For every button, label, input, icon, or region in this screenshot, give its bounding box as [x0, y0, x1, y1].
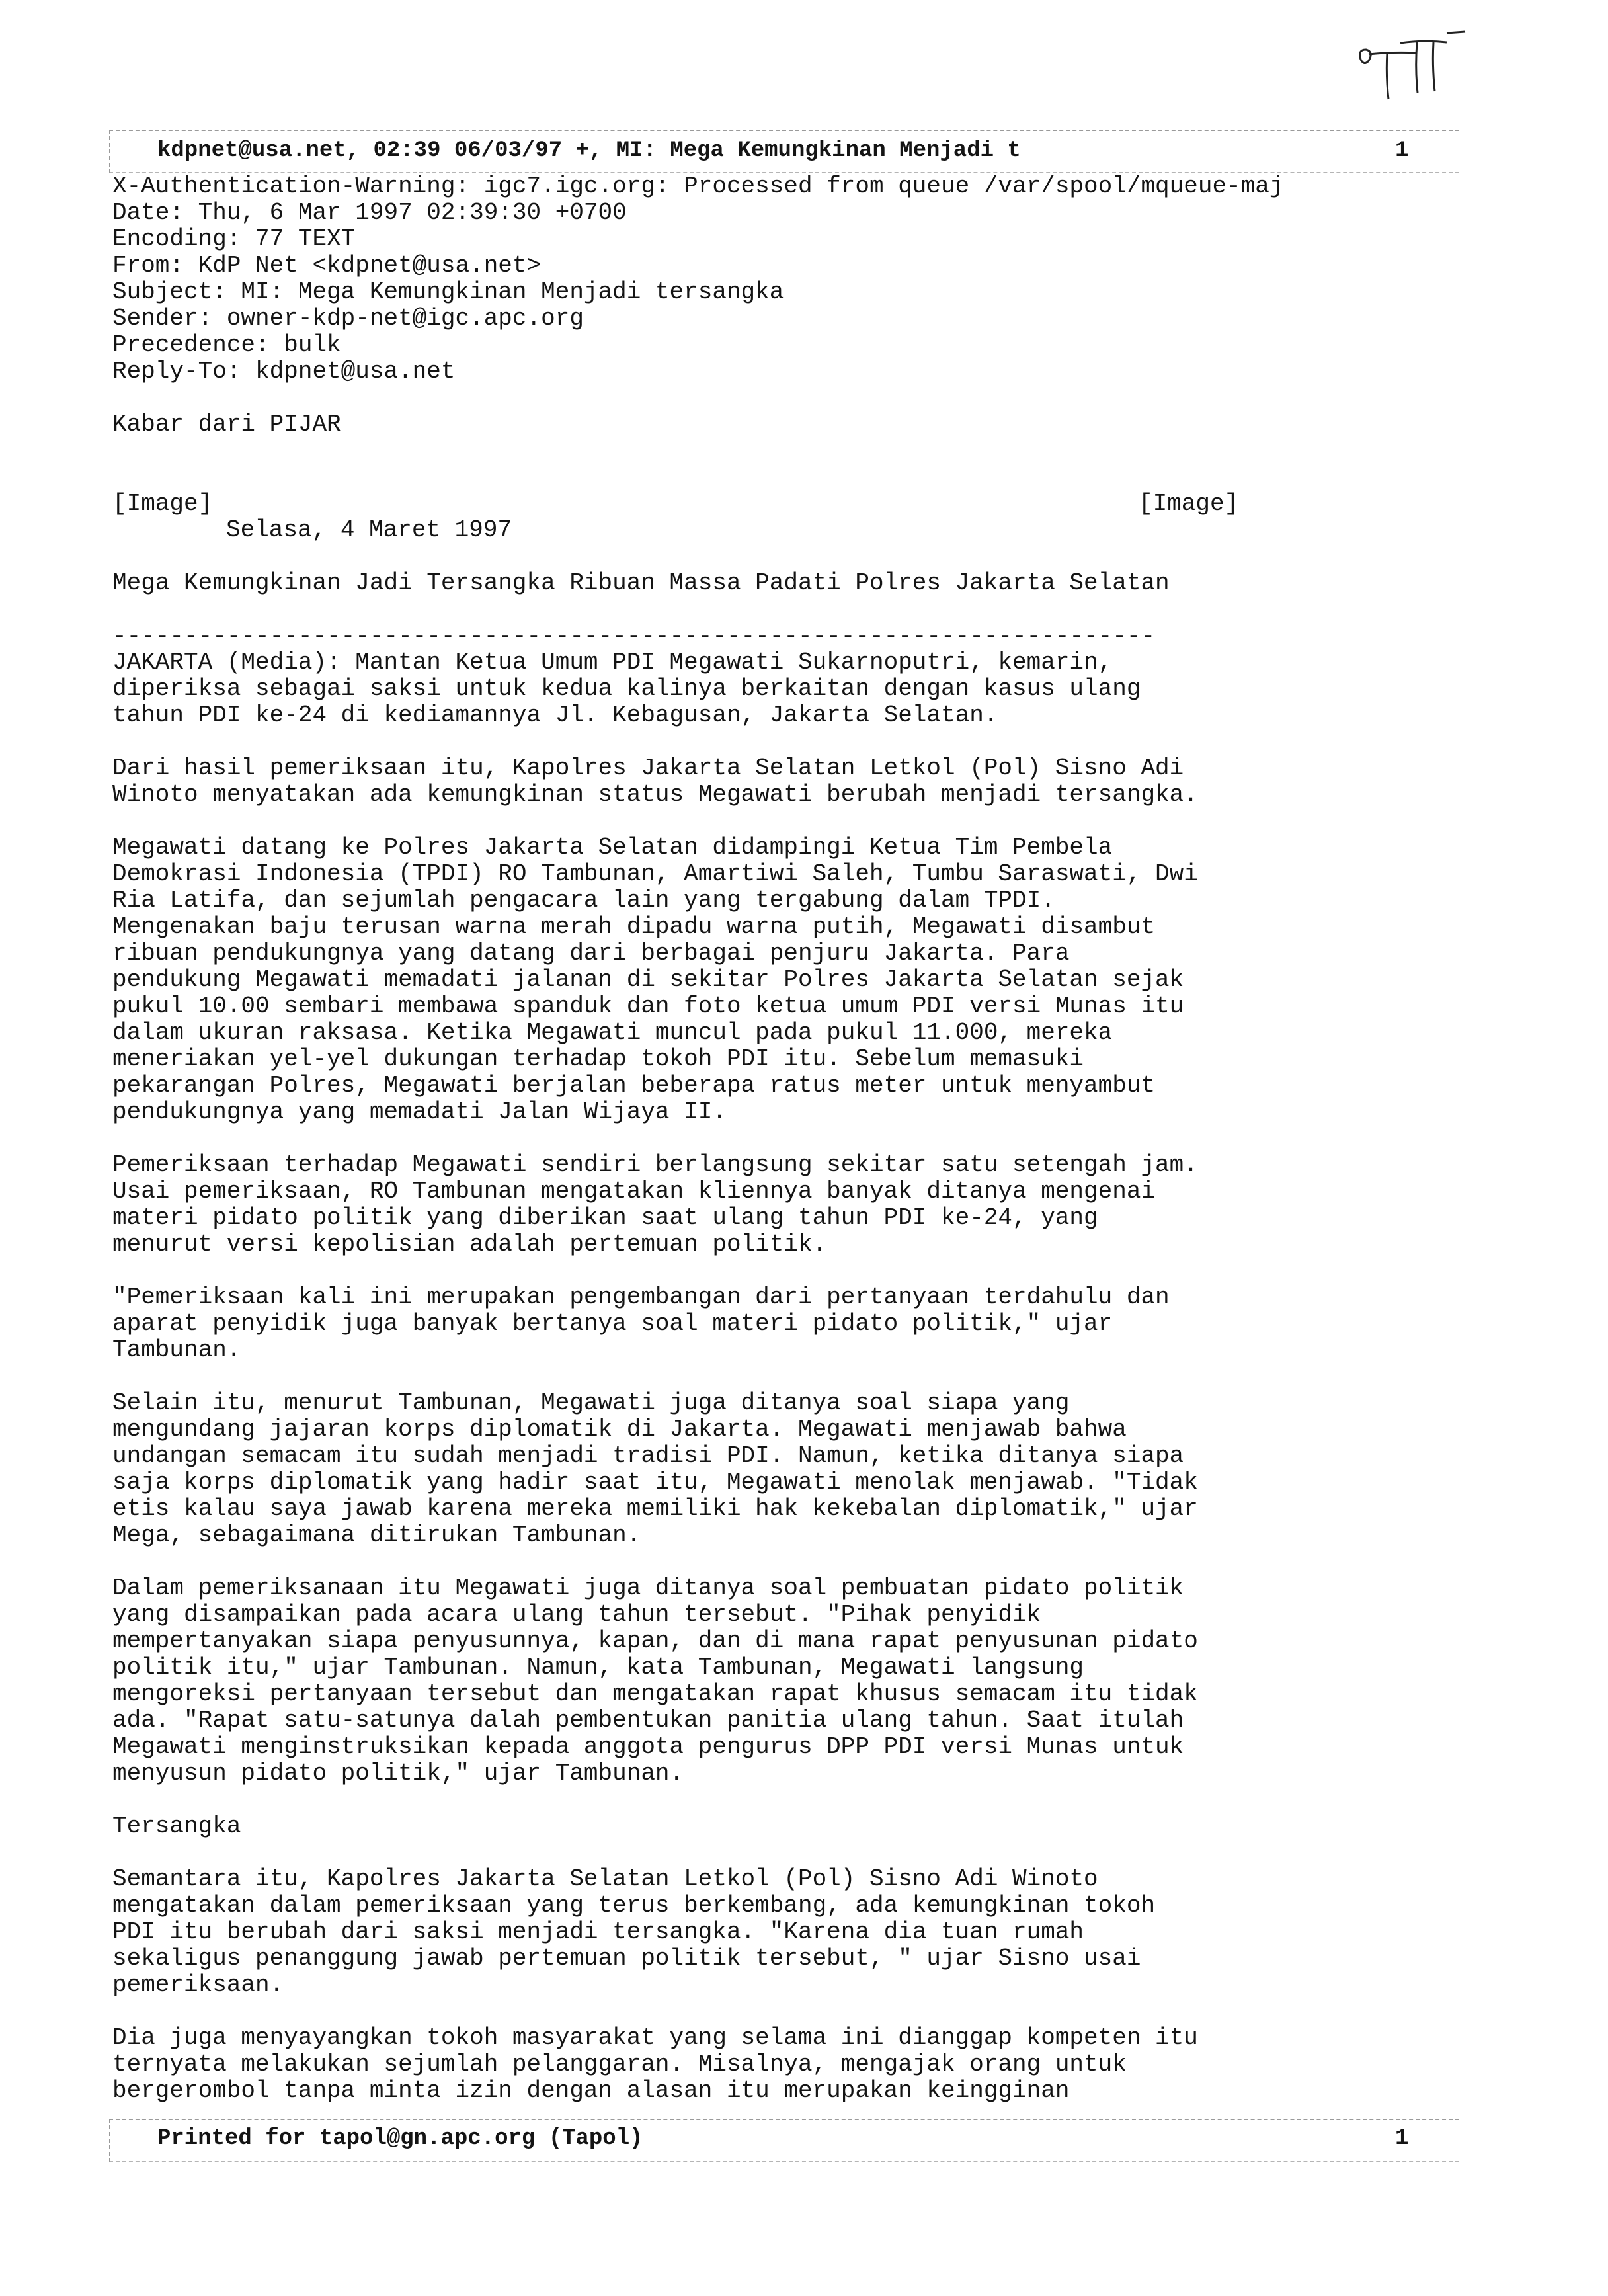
email-header-line: Reply-To: kdpnet@usa.net [112, 358, 456, 385]
paragraph: Semantara itu, Kapolres Jakarta Selatan Letkol (Pol) Sisno Adi Winoto mengatakan dalam pemeriksaan yang terus berkembang, ada kemungkinan tokoh PDI itu berubah dari saksi menjadi tersangka. "Karena dia tuan rumah sekaligus penanggung jawab pertemuan politik tersebut, " ujar Sisno usai pemeriksaan. [112, 1866, 1156, 1998]
page-footer-title: Printed for tapol@gn.apc.org (Tapol) [157, 2126, 643, 2151]
subheading: Tersangka [112, 1813, 241, 1840]
paragraph: Dia juga menyayangkan tokoh masyarakat yang selama ini dianggap kompeten itu ternyata melakukan sejumlah pelanggaran. Misalnya, mengajak orang untuk bergerombol tanpa minta izin dengan alasan itu merupakan keingginan [112, 2024, 1198, 2104]
email-header-line: Precedence: bulk [112, 331, 341, 358]
paragraph: Selain itu, menurut Tambunan, Megawati juga ditanya soal siapa yang mengundang jajaran korps diplomatik di Jakarta. Megawati menjawab bahwa undangan semacam itu sudah menjadi tradisi PDI. Namun, ketika ditanya siapa saja korps diplomatik yang hadir saat itu, Megawati menolak menjawab. "Tidak etis kalau saya jawab karena mereka memiliki hak kekebalan diplomatik," ujar Mega, sebagaimana ditirukan Tambunan. [112, 1389, 1198, 1549]
article-body [112, 649, 1198, 2131]
page-header-number: 1 [1395, 138, 1409, 163]
dateline: Selasa, 4 Maret 1997 [226, 516, 512, 544]
email-header-line: Encoding: 77 TEXT [112, 226, 356, 253]
image-placeholder-right: [Image] [1139, 490, 1239, 517]
email-header-line: From: KdP Net <kdpnet@usa.net> [112, 252, 542, 279]
paragraph: Pemeriksaan terhadap Megawati sendiri berlangsung sekitar satu setengah jam. Usai pemeriksaan, RO Tambunan mengatakan kliennya banyak ditanya mengenai materi pidato politik yang diberikan saat ulang tahun PDI ke-24, yang menurut versi kepolisian adalah pertemuan politik. [112, 1151, 1198, 1258]
email-header-line: Subject: MI: Mega Kemungkinan Menjadi tersangka [112, 278, 784, 306]
page-header-title: kdpnet@usa.net, 02:39 06/03/97 +, MI: Mega Kemungkinan Menjadi t [157, 138, 1021, 163]
email-header-line: Sender: owner-kdp-net@igc.apc.org [112, 305, 584, 332]
paragraph: Dalam pemeriksanaan itu Megawati juga ditanya soal pembuatan pidato politik yang disampaikan pada acara ulang tahun tersebut. "Pihak penyidik mempertanyakan siapa penyusunnya, kapan, dan di mana rapat penyusunan pidato politik itu," ujar Tambunan. Namun, kata Tambunan, Megawati langsung mengoreksi pertanyaan tersebut dan mengatakan rapat khusus semacam itu tidak ada. "Rapat satu-satunya dalah pembentukan panitia ulang tahun. Saat itulah Megawati menginstruksikan kepada anggota pengurus DPP PDI versi Munas untuk menyusun pidato politik," ujar Tambunan. [112, 1575, 1198, 1787]
email-headers [112, 173, 1284, 385]
paragraph: "Pemeriksaan kali ini merupakan pengembangan dari pertanyaan terdahulu dan aparat penyidik juga banyak bertanya soal materi pidato politik," ujar Tambunan. [112, 1284, 1170, 1364]
paragraph: Megawati datang ke Polres Jakarta Selatan didampingi Ketua Tim Pembela Demokrasi Indonesia (TPDI) RO Tambunan, Amartiwi Saleh, Tumbu Saraswati, Dwi Ria Latifa, dan sejumlah pengacara lain yang tergabung dalam TPDI. Mengenakan baju terusan warna merah dipadu warna putih, Megawati disambut ribuan pendukungnya yang datang dari berbagai penjuru Jakarta. Para pendukung Megawati memadati jalanan di sekitar Polres Jakarta Selatan sejak pukul 10.00 sembari membawa spanduk dan foto ketua umum PDI versi Munas itu dalam ukuran raksasa. Ketika Megawati muncul pada pukul 11.000, mereka meneriakan yel-yel dukungan terhadap tokoh PDI itu. Sebelum memasuki pekarangan Polres, Megawati berjalan beberapa ratus meter untuk menyambut pendukungnya yang memadati Jalan Wijaya II. [112, 834, 1198, 1126]
headline: Mega Kemungkinan Jadi Tersangka Ribuan Massa Padati Polres Jakarta Selatan [112, 569, 1170, 596]
email-header-line: Date: Thu, 6 Mar 1997 02:39:30 +0700 [112, 199, 627, 226]
page-footer-number: 1 [1395, 2126, 1409, 2151]
image-placeholder-left: [Image] [112, 490, 213, 517]
paragraph: JAKARTA (Media): Mantan Ketua Umum PDI Megawati Sukarnoputri, kemarin, diperiksa sebagai saksi untuk kedua kalinya berkaitan dengan kasus ulang tahun PDI ke-24 di kediamannya Jl. Kebagusan, Jakarta Selatan. [112, 649, 1141, 729]
paragraph: Dari hasil pemeriksaan itu, Kapolres Jakarta Selatan Letkol (Pol) Sisno Adi Winoto menyatakan ada kemungkinan status Megawati berubah menjadi tersangka. [112, 755, 1198, 808]
source-line: Kabar dari PIJAR [112, 411, 341, 438]
handwritten-mark [1354, 13, 1467, 112]
divider-line: ------------------------------------------------------------------------- [112, 622, 1156, 649]
email-header-line: X-Authentication-Warning: igc7.igc.org: Processed from queue /var/spool/mqueue-maj [112, 173, 1284, 200]
